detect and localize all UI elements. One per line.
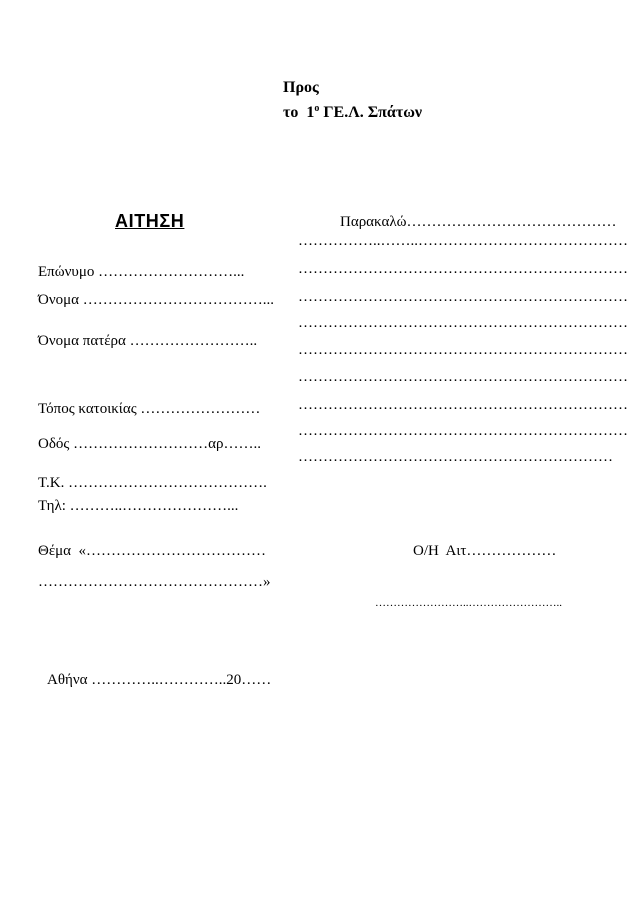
residence-field bbox=[38, 400, 260, 418]
first-name-field bbox=[38, 291, 274, 309]
request-field bbox=[340, 213, 616, 231]
father-name-blank: …………………….. bbox=[129, 333, 258, 349]
street-number-blank: …….. bbox=[223, 436, 261, 452]
father-name-label: Όνομα πατέρα bbox=[38, 333, 126, 349]
postcode-field bbox=[38, 474, 267, 492]
request-line: ………………………………………………………… bbox=[298, 423, 628, 439]
request-line: ………………………………………………………… bbox=[298, 369, 628, 385]
street-blank: ……………………… bbox=[73, 436, 209, 452]
street-number-label: αρ bbox=[208, 436, 224, 452]
subject-field bbox=[38, 542, 266, 560]
surname-field bbox=[38, 263, 244, 281]
phone-field bbox=[38, 497, 238, 515]
date-place: Αθήνα bbox=[47, 672, 88, 688]
request-line: ………………………………………………………… bbox=[298, 397, 628, 413]
signature-label: Ο/Η Αιτ bbox=[413, 543, 467, 559]
street-label: Οδός bbox=[38, 436, 70, 452]
request-line: ………………………………………………………… bbox=[298, 289, 628, 305]
postcode-label: Τ.Κ. bbox=[38, 475, 65, 491]
first-name-blank: ………………………………... bbox=[82, 292, 275, 308]
recipient-school-ordinal: ο bbox=[314, 103, 320, 114]
request-label: Παρακαλώ bbox=[340, 214, 407, 230]
signature-blank: ……………… bbox=[466, 543, 557, 559]
phone-blank: ………..…………………... bbox=[69, 498, 239, 514]
first-name-label: Όνομα bbox=[38, 292, 80, 308]
signature-name-blank: ……………………..…………………….. bbox=[375, 597, 562, 609]
street-field bbox=[38, 435, 261, 453]
request-line: ………………………………………………………… bbox=[298, 342, 628, 358]
date-blank: …………..…………..20…… bbox=[91, 672, 272, 688]
residence-label: Τόπος κατοικίας bbox=[38, 401, 137, 417]
postcode-blank: …………………………………. bbox=[68, 475, 267, 491]
request-line: ……………………………………………………… bbox=[298, 449, 613, 465]
phone-label: Τηλ: bbox=[38, 498, 66, 514]
subject-blank-line2: ………………………………………» bbox=[38, 574, 271, 590]
request-blank: …………………………………… bbox=[406, 214, 617, 230]
subject-blank-line1: «……………………………… bbox=[78, 543, 267, 559]
date-line bbox=[47, 671, 271, 689]
recipient-school bbox=[283, 103, 422, 124]
recipient-school-prefix: το 1 bbox=[283, 104, 315, 121]
subject-label: Θέμα bbox=[38, 543, 72, 559]
request-line: ………………………………………………………… bbox=[298, 315, 628, 331]
surname-blank: ………………………... bbox=[98, 264, 245, 280]
residence-blank: …………………… bbox=[140, 401, 261, 417]
recipient-to: Προς bbox=[283, 79, 319, 96]
father-name-field bbox=[38, 332, 257, 350]
surname-label: Επώνυμο bbox=[38, 264, 95, 280]
form-title: ΑΙΤΗΣΗ bbox=[115, 211, 185, 231]
recipient-school-name: ΓΕ.Λ. Σπάτων bbox=[323, 104, 423, 121]
signature-field bbox=[413, 542, 556, 560]
request-line: ………………………………………………………… bbox=[298, 261, 628, 277]
request-line: ……………..……..…………………………………… bbox=[298, 233, 628, 249]
